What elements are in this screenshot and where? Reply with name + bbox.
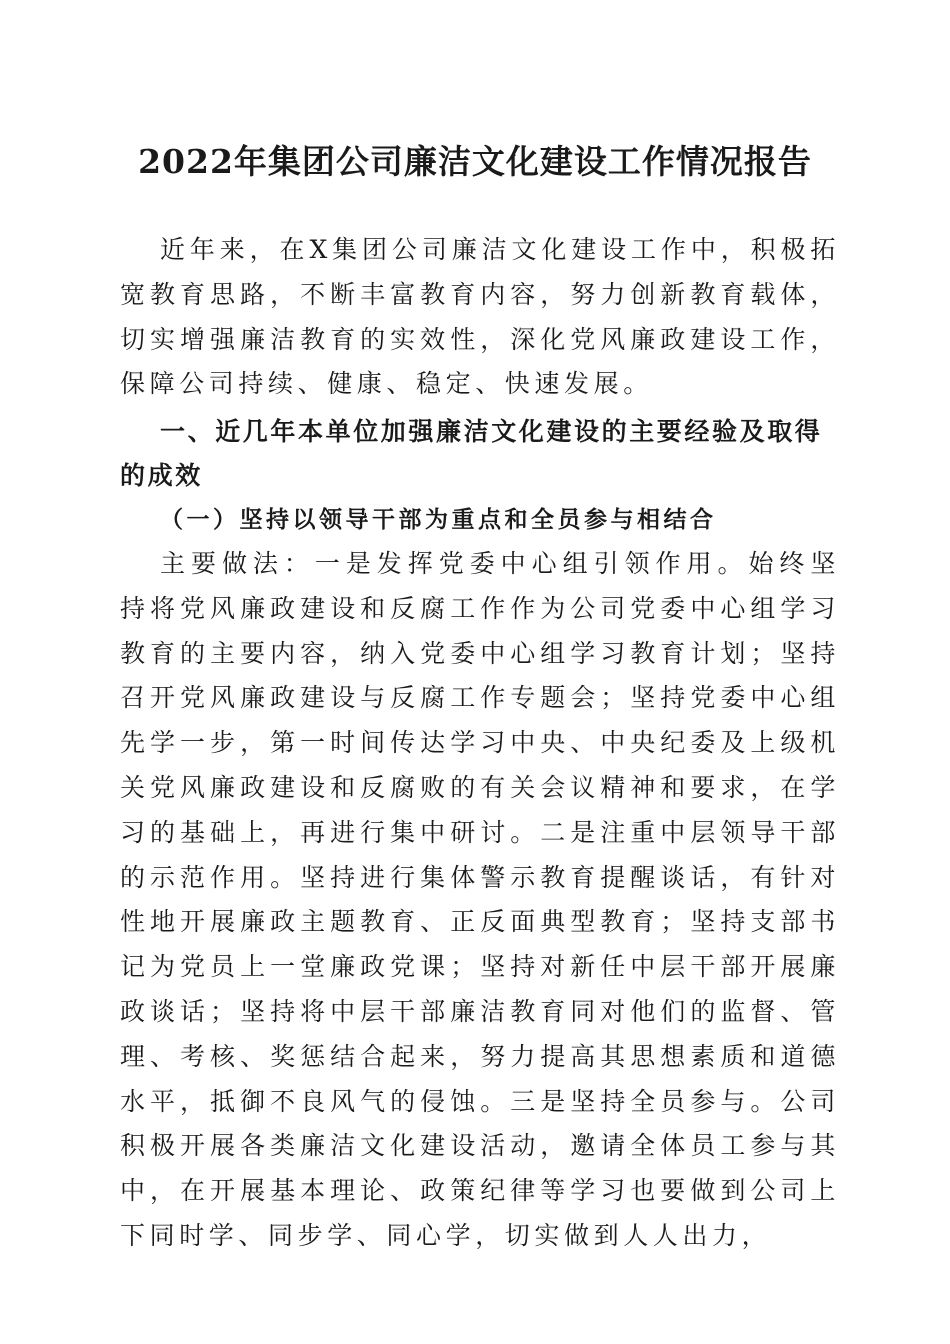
intro-paragraph: 近年来，在X集团公司廉洁文化建设工作中，积极拓宽教育思路，不断丰富教育内容，努力创新教育载体，切实增强廉洁教育的实效性，深化党风廉政建设工作，保障公司持续、健康、稳定、快速发展。 — [120, 235, 840, 399]
main-paragraph: 主要做法：一是发挥党委中心组引领作用。始终坚持将党风廉政建设和反腐工作作为公司党委中心组学习教育的主要内容，纳入党委中心组学习教育计划；坚持召开党风廉政建设与反腐工作专题会；坚持党委中心组先学一步，第一时间传达学习中央、中央纪委及上级机关党风廉政建设和反腐败的有关会议精神和要求，在学习的基础上，再进行集中研讨。二是注重中层领导干部的示范作用。坚持进行集体警示教育提醒谈话，有针对性地开展廉政主题教育、正反面典型教育；坚持支部书记为党员上一堂廉政党课；坚持对新任中层干部开展廉政谈话；坚持将中层干部廉洁教育同对他们的监督、管理、考核、奖惩结合起来，努力提高其思想素质和道德水平，抵御不良风气的侵蚀。三是坚持全员参与。公司积极开展各类廉洁文化建设活动，邀请全体员工参与其中，在开展基本理论、政策纪律等学习也要做到公司上下同时学、同步学、同心学，切实做到人人出力， — [120, 549, 840, 1250]
section-heading-1: 一、近几年本单位加强廉洁文化建设的主要经验及取得的成效 — [120, 417, 823, 490]
subsection-heading-1: （一）坚持以领导干部为重点和全员参与相结合 — [160, 506, 717, 533]
document-title: 2022年集团公司廉洁文化建设工作情况报告 — [138, 142, 812, 181]
